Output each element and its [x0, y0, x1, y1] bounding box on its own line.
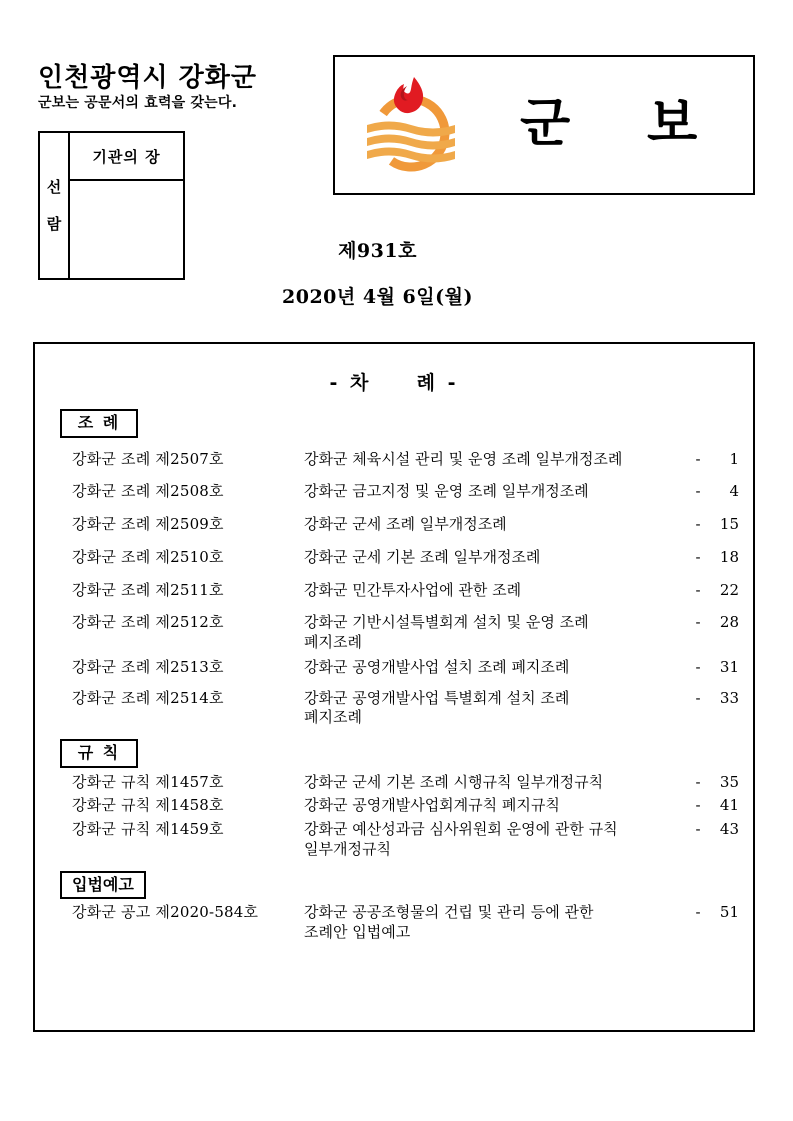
toc-title-dash-right: - — [447, 372, 459, 394]
toc-entry-reference: 강화군 조례 제2511호 — [72, 580, 224, 599]
toc-entry-list — [35, 903, 753, 942]
toc-entry-reference: 강화군 조례 제2514호 — [72, 688, 224, 707]
toc-entry-leader-dash: - — [695, 449, 701, 468]
toc-entry-title — [304, 613, 685, 652]
toc-entry-title-line: 강화군 금고지정 및 운영 조례 일부개정조례 — [304, 482, 589, 501]
toc-entry-title — [304, 581, 685, 600]
toc-section-badge: 규 칙 — [60, 739, 138, 768]
toc-entry-page-number: 28 — [719, 613, 739, 632]
table-of-contents — [33, 342, 755, 1032]
toc-entry-title — [304, 658, 685, 677]
gazette-word-bo: 보 — [647, 93, 698, 154]
toc-entry-title — [304, 820, 685, 859]
toc-entry[interactable] — [35, 482, 753, 501]
toc-entry-list — [35, 773, 753, 859]
toc-entry-page-number: 41 — [719, 796, 739, 815]
issue-date: 2020년 4월 6일(월) — [282, 286, 473, 308]
toc-entry[interactable] — [35, 773, 753, 792]
toc-entry-title-line: 강화군 공영개발사업회계규칙 폐지규칙 — [304, 796, 560, 815]
approval-label-char-1: 선 — [46, 177, 62, 196]
toc-entry-title-line: 폐지조례 — [304, 708, 362, 727]
toc-section — [35, 409, 753, 727]
toc-entry-reference: 강화군 조례 제2512호 — [72, 613, 224, 632]
toc-entry-reference: 강화군 조례 제2513호 — [72, 657, 224, 676]
toc-entry[interactable] — [35, 515, 753, 534]
approval-signature-cell — [70, 181, 183, 278]
toc-entry-title-line: 강화군 군세 기본 조례 시행규칙 일부개정규칙 — [304, 772, 604, 791]
toc-entry-page-number: 18 — [719, 547, 739, 566]
toc-entry-page-number: 31 — [719, 657, 739, 676]
toc-title-dash-left: - — [329, 372, 341, 394]
toc-entry-title-line: 강화군 체육시설 관리 및 운영 조례 일부개정조례 — [304, 449, 623, 468]
toc-entry-reference: 강화군 조례 제2508호 — [72, 482, 224, 501]
toc-entry-reference: 강화군 규칙 제1457호 — [72, 772, 224, 791]
toc-entry-title-line: 일부개정규칙 — [304, 839, 391, 858]
toc-entry-page-number: 15 — [719, 515, 739, 534]
toc-section-badge: 조 례 — [60, 409, 138, 438]
toc-section-badge: 입법예고 — [60, 871, 146, 900]
toc-entry-leader-dash: - — [695, 903, 701, 922]
page-title: 인천광역시 강화군 — [38, 63, 257, 93]
toc-entry-page-number: 51 — [719, 903, 739, 922]
toc-title-char-1: 차 — [350, 372, 372, 394]
toc-entry[interactable] — [35, 658, 753, 677]
toc-entry-title-line: 강화군 예산성과금 심사위원회 운영에 관한 규칙 — [304, 820, 618, 839]
toc-entry-leader-dash: - — [695, 482, 701, 501]
toc-entry-title-line: 강화군 기반시설특별회계 설치 및 운영 조례 — [304, 613, 589, 632]
toc-entry-title-line: 폐지조례 — [304, 633, 362, 652]
toc-entry-leader-dash: - — [695, 688, 701, 707]
toc-entry-reference: 강화군 조례 제2510호 — [72, 547, 224, 566]
toc-entry-leader-dash: - — [695, 820, 701, 839]
toc-entry-title — [304, 515, 685, 534]
toc-entry-page-number: 35 — [719, 772, 739, 791]
toc-entry-leader-dash: - — [695, 547, 701, 566]
issue-number: 제931호 — [338, 240, 417, 262]
toc-entry-leader-dash: - — [695, 772, 701, 791]
toc-entry[interactable] — [35, 613, 753, 652]
toc-entry-reference: 강화군 공고 제2020-584호 — [72, 903, 259, 922]
toc-entry-title-line: 조례안 입법예고 — [304, 923, 411, 942]
toc-entry-title-line: 강화군 군세 기본 조례 일부개정조례 — [304, 547, 541, 566]
toc-entry-reference: 강화군 조례 제2507호 — [72, 449, 224, 468]
toc-entry[interactable] — [35, 581, 753, 600]
toc-entry-list — [35, 450, 753, 728]
toc-entry-leader-dash: - — [695, 580, 701, 599]
toc-entry-title-line: 강화군 민간투자사업에 관한 조례 — [304, 580, 522, 599]
toc-entry-title — [304, 903, 685, 942]
toc-entry-leader-dash: - — [695, 796, 701, 815]
toc-entry-leader-dash: - — [695, 613, 701, 632]
toc-entry-title — [304, 482, 685, 501]
toc-entry-page-number: 4 — [729, 482, 739, 501]
toc-entry-title — [304, 450, 685, 469]
toc-entry[interactable] — [35, 820, 753, 859]
gazette-header-box — [333, 55, 755, 195]
approval-label-char-2: 람 — [46, 214, 62, 233]
toc-entry-leader-dash: - — [695, 515, 701, 534]
gazette-word-gun: 군 — [520, 93, 571, 154]
toc-entry-leader-dash: - — [695, 657, 701, 676]
toc-entry-title-line: 강화군 공영개발사업 설치 조례 폐지조례 — [304, 657, 570, 676]
toc-sections — [35, 409, 753, 942]
toc-entry[interactable] — [35, 689, 753, 728]
toc-entry-title-line: 강화군 공영개발사업 특별회계 설치 조례 — [304, 688, 570, 707]
toc-entry-page-number: 33 — [719, 688, 739, 707]
toc-entry-reference: 강화군 규칙 제1458호 — [72, 796, 224, 815]
toc-entry[interactable] — [35, 903, 753, 942]
toc-entry-title — [304, 689, 685, 728]
toc-entry-reference: 강화군 조례 제2509호 — [72, 515, 224, 534]
toc-section — [35, 739, 753, 859]
toc-entry[interactable] — [35, 450, 753, 469]
toc-entry-page-number: 1 — [729, 449, 739, 468]
toc-entry-title-line: 강화군 공공조형물의 건립 및 관리 등에 관한 — [304, 903, 594, 922]
toc-entry-reference: 강화군 규칙 제1459호 — [72, 820, 224, 839]
toc-title-char-2: 례 — [416, 372, 438, 394]
toc-entry[interactable] — [35, 796, 753, 815]
toc-entry[interactable] — [35, 548, 753, 567]
toc-section — [35, 871, 753, 942]
toc-entry-title — [304, 548, 685, 567]
toc-entry-title — [304, 773, 685, 792]
toc-entry-page-number: 43 — [719, 820, 739, 839]
approval-header-cell: 기관의 장 — [70, 133, 183, 181]
toc-entry-title-line: 강화군 군세 조례 일부개정조례 — [304, 515, 507, 534]
ganghwa-county-emblem-icon — [357, 69, 465, 181]
toc-entry-page-number: 22 — [719, 580, 739, 599]
masthead-subtitle: 군보는 공문서의 효력을 갖는다. — [38, 95, 238, 111]
toc-entry-title — [304, 796, 685, 815]
toc-title — [35, 368, 753, 395]
